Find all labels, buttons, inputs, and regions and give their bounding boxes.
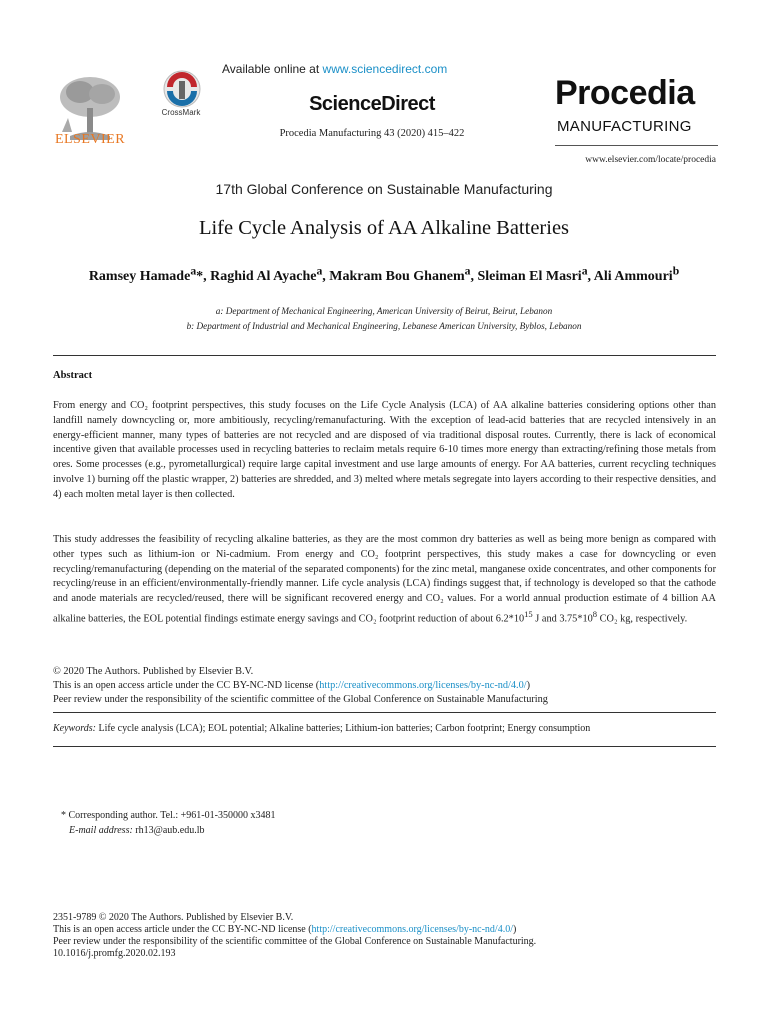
paper-title: Life Cycle Analysis of AA Alkaline Batteries <box>198 217 570 239</box>
header-divider <box>555 145 718 146</box>
email-line: E-mail address: rh13@aub.edu.lb <box>69 825 205 836</box>
abstract-paragraph-1: From energy and CO₂ footprint perspectives, this study focuses on the Life Cycle Analysis (LCA) of AA alkaline batteries considering options other than landfill namely downcycling or, more ambitiously, recycling/remanufacturing. With the exception of lead-acid batteries that are recycled intensively in an energy-efficient manner, many types of batteries are not recycled and are disposed of via traditional disposal routes. Currently, there is lack of economical incentive given that available processes used in recycling batteries to reclaim metals require 6-10 times more energy than extracting/refining those metals from ores. Some processes (e.g., pyrometallurgical) require large capital investment and use large amounts of energy. For AA batteries, current recycling techniques involve 1) burning off the plastic wrapper, 2) batteries are shredded, and 3) melted where metals segregate into layers according to their respective densities, and 4) each molten metal layer is then collected. <box>53 400 716 500</box>
footer-license-line: This is an open access article under the CC BY-NC-ND license (http://creativecommons.org/licenses/by-nc-nd/4.0/) <box>53 924 517 935</box>
abstract-bottom-rule <box>53 746 716 747</box>
conference-name: 17th Global Conference on Sustainable Manufacturing <box>215 181 553 197</box>
author: Ali Ammouri$^b$ <box>593 264 680 284</box>
license-link[interactable]: http://creativecommons.org/licenses/by-nc-nd/4.0/ <box>319 680 527 691</box>
author-list <box>55 262 713 286</box>
abstract-top-rule <box>53 355 716 356</box>
procedia-logo-text: Procedia <box>555 74 695 112</box>
keywords-rule <box>53 712 716 713</box>
journal-reference: Procedia Manufacturing 43 (2020) 415–422 <box>279 128 465 139</box>
affiliation-a: a: Department of Mechanical Engineering, American University of Beirut, Beirut, Lebanon <box>215 306 553 316</box>
elsevier-wordmark: ELSEVIER <box>54 132 126 147</box>
keywords-line: Keywords: Life cycle analysis (LCA); EOL potential; Alkaline batteries; Lithium-ion batteries; Carbon footprint; Energy consumption <box>53 723 591 734</box>
author: Ramsey Hamade$^a$*, <box>88 264 211 284</box>
available-prefix: Available online at <box>222 62 323 76</box>
corresponding-author: * Corresponding author. Tel.: +961-01-350000 x3481 <box>61 810 276 821</box>
procedia-subtitle: MANUFACTURING <box>557 118 692 135</box>
copyright-line: © 2020 The Authors. Published by Elsevier B.V. <box>53 666 254 677</box>
affiliation-b: b: Department of Industrial and Mechanical Engineering, Lebanese American University, Byblos, Lebanon <box>186 321 582 331</box>
sciencedirect-link[interactable]: www.sciencedirect.com <box>322 62 448 76</box>
corresponding-author-note <box>61 808 561 838</box>
footer-block <box>53 912 716 960</box>
author: Sleiman El Masri$^a$, <box>477 264 594 284</box>
peer-review-line: Peer review under the responsibility of the scientific committee of the Global Conference on Sustainable Manufacturing <box>53 694 548 705</box>
available-online-line <box>222 62 522 76</box>
footer-peer-review: Peer review under the responsibility of the scientific committee of the Global Conference on Sustainable Manufacturing. <box>53 936 537 947</box>
footer-license-link[interactable]: http://creativecommons.org/licenses/by-nc-nd/4.0/ <box>311 924 513 935</box>
doi-line[interactable]: 10.1016/j.promfg.2020.02.193 <box>53 948 176 959</box>
author: Makram Bou Ghanem$^a$, <box>329 264 478 284</box>
email-address[interactable]: rh13@aub.edu.lb <box>132 825 205 836</box>
crossmark-label: CrossMark <box>161 108 201 117</box>
license-line: This is an open access article under the CC BY-NC-ND license (http://creativecommons.org/licenses/by-nc-nd/4.0/) <box>53 680 531 691</box>
sciencedirect-logo-text: ScienceDirect <box>309 93 435 115</box>
author: Raghid Al Ayache$^a$, <box>210 264 330 284</box>
abstract-paragraph-2: This study addresses the feasibility of recycling alkaline batteries, as they are the most common dry batteries as well as being more benign as compared with other types such as lithium-ion or Ni-cadmium. From energy and CO₂ footprint perspectives, this study makes a case for downcycling or even recycling/remanufacturing (depending on the material of the separated components) for the zinc metal, manganese oxide concentrates, and other components for recycling/reuse in an efficient/environmentally-friendly manner. Life cycle analysis (LCA) findings suggest that, if technology is developed so that the cathode and anode materials are recycled/reused, there will be significant recovered energy and CO₂ values. For a world annual production estimate of 4 billion AA alkaline batteries, the EOL potential findings estimate energy savings and CO₂ footprint reduction of about $6.2*10^{15}$ J and $3.75*10^8$ CO₂ kg, respectively. <box>53 534 716 625</box>
abstract-heading: Abstract <box>53 370 93 381</box>
locate-url[interactable]: www.elsevier.com/locate/procedia <box>585 155 716 165</box>
issn-line: 2351-9789 © 2020 The Authors. Published by Elsevier B.V. <box>53 912 294 923</box>
